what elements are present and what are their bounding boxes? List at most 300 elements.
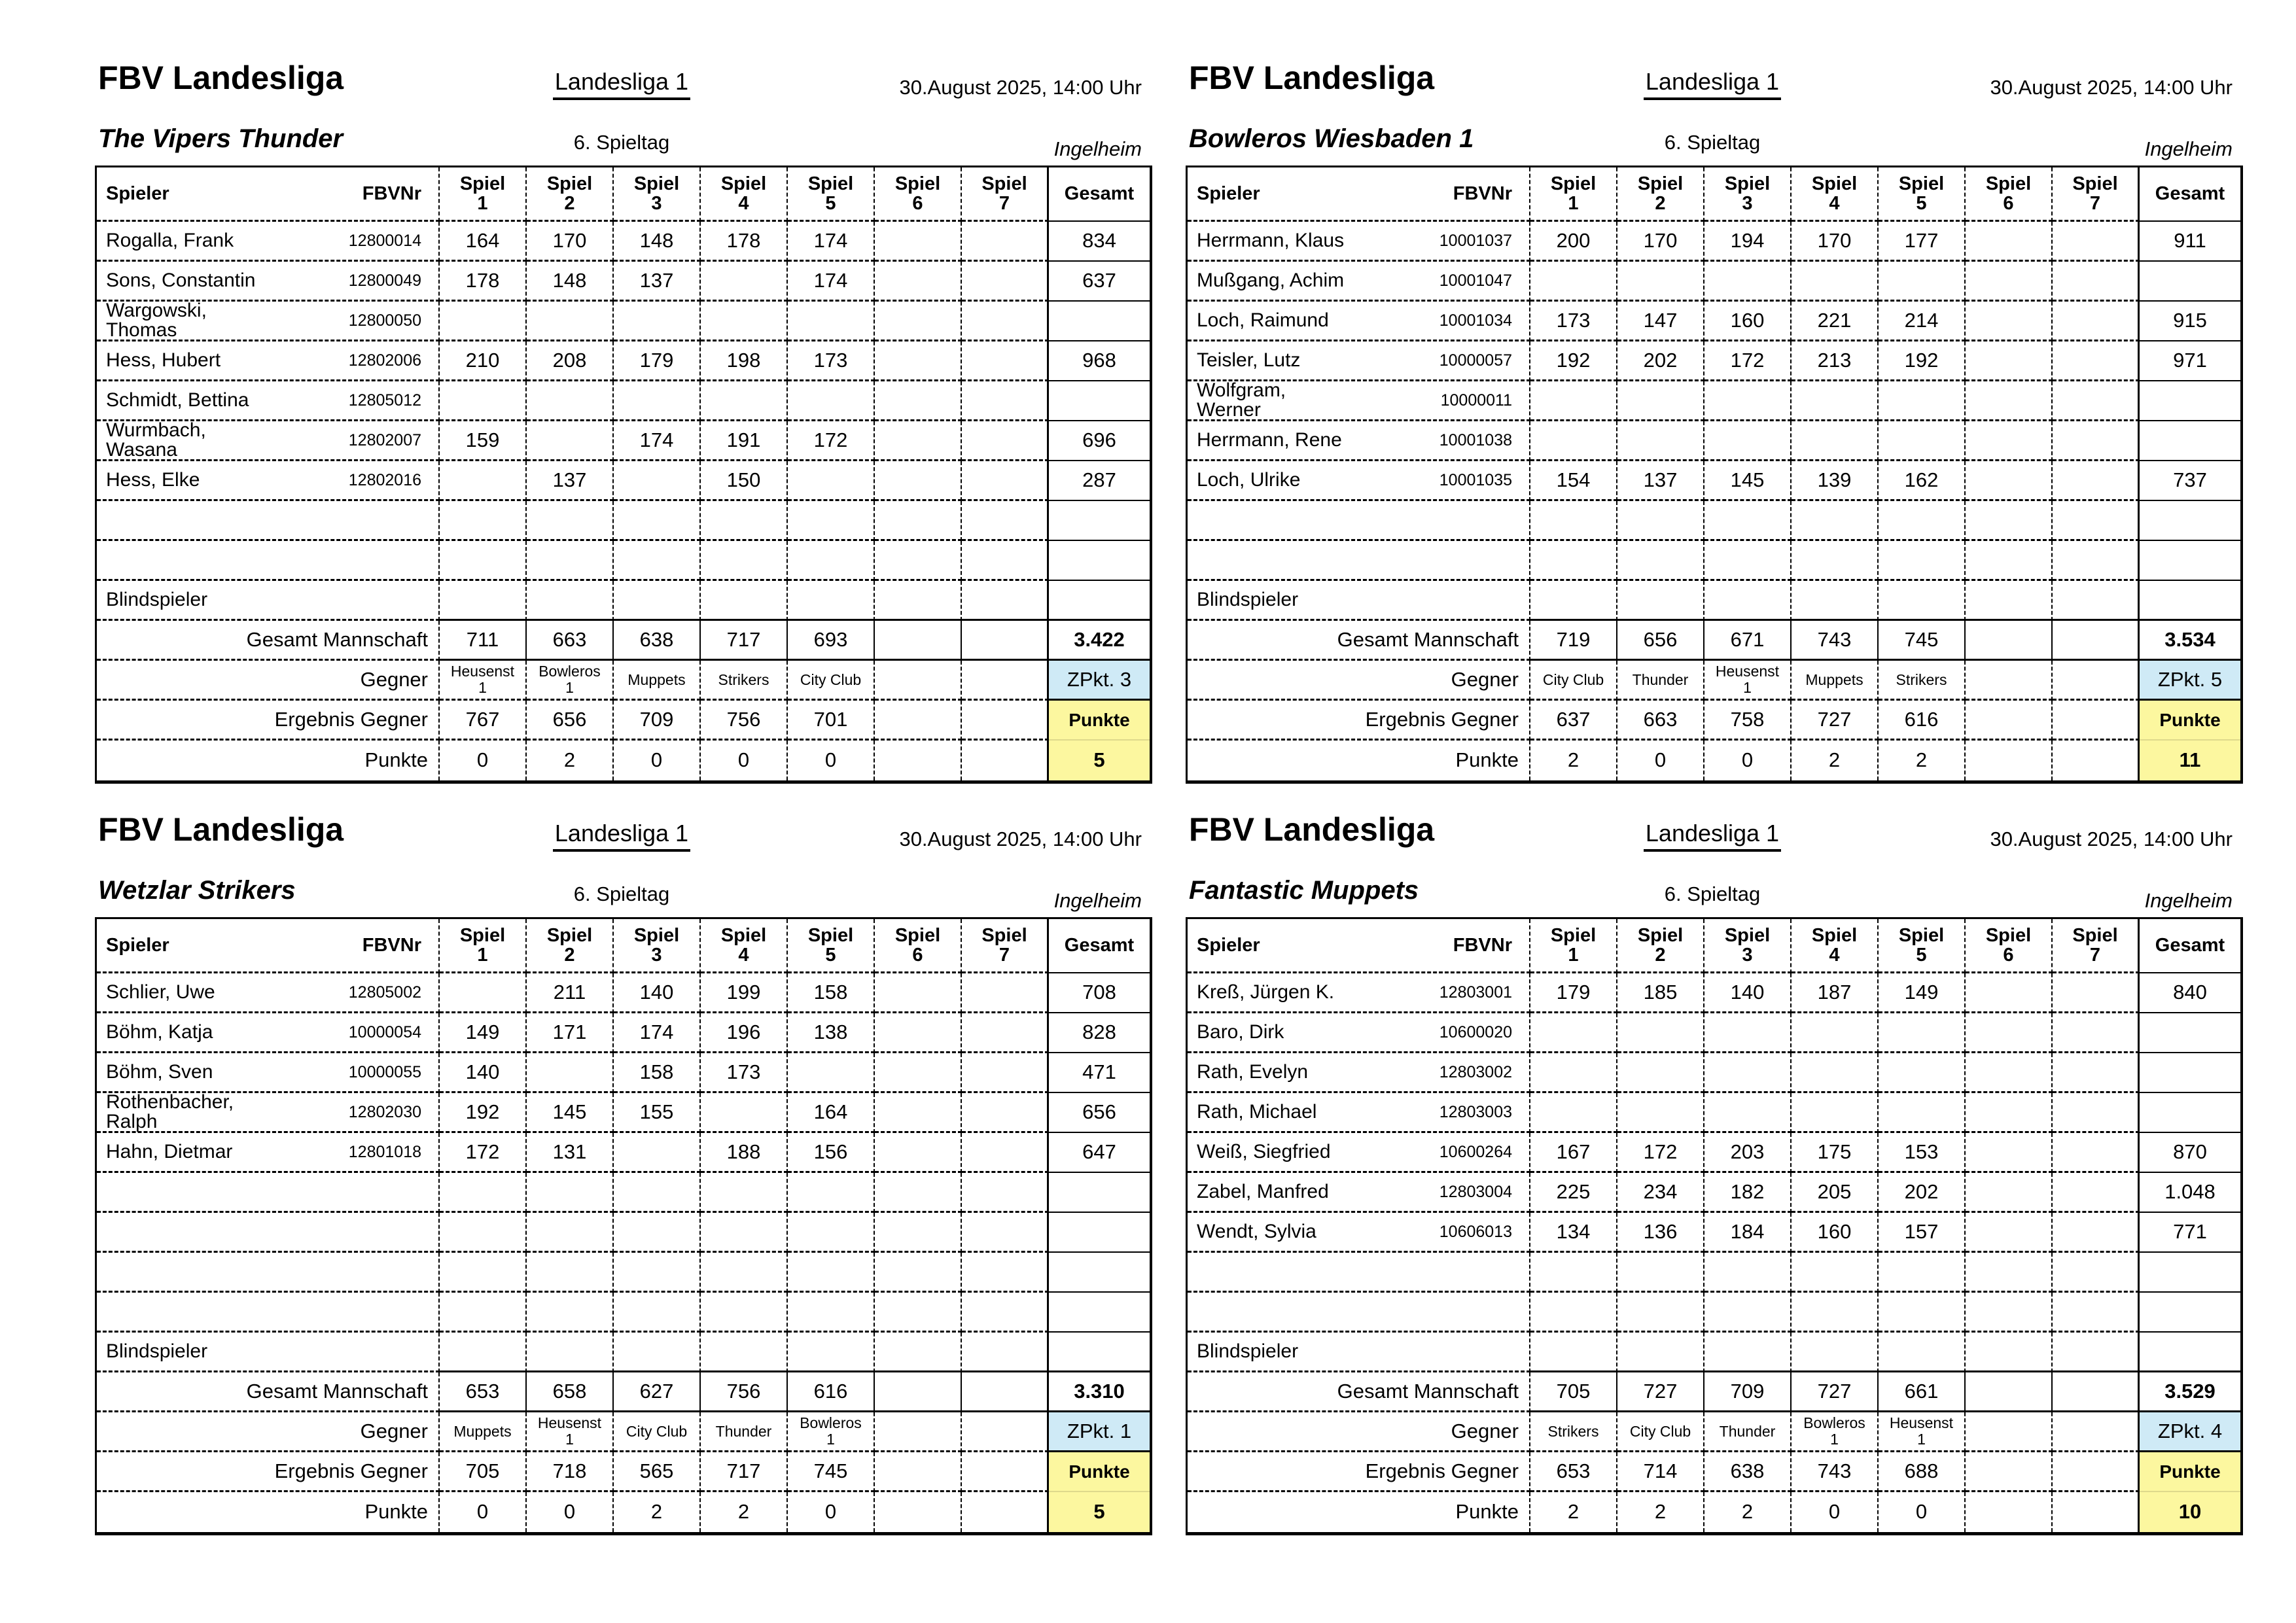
game-number: 5 <box>825 193 836 214</box>
game-number: 6 <box>2003 193 2014 214</box>
game-score-cell: 214 <box>1879 302 1966 341</box>
blind-game-cell <box>875 581 962 621</box>
player-fbvnr: 12803002 <box>1439 1062 1512 1081</box>
game-label: Spiel <box>633 173 680 194</box>
header-cell-game-5 <box>1879 919 1966 973</box>
header-cell-game-2 <box>1617 167 1704 222</box>
game-score-cell <box>1966 1293 2053 1333</box>
game-score-cell: 158 <box>788 973 875 1013</box>
game-score-cell <box>701 1173 788 1213</box>
opponent-result-cell <box>875 1452 962 1492</box>
game-score-cell <box>1792 262 1879 302</box>
venue-label: Ingelheim <box>1053 889 1142 912</box>
game-score-cell <box>614 1253 701 1293</box>
game-score-cell <box>614 302 701 341</box>
game-score-cell <box>1966 421 2053 461</box>
player-row-name-cell <box>1188 302 1530 341</box>
game-score-cell: 156 <box>788 1133 875 1173</box>
player-row-name-cell <box>97 341 440 381</box>
player-name: Böhm, Sven <box>106 1061 213 1083</box>
team-total-game-cell: 717 <box>701 621 788 661</box>
game-label: Spiel <box>1637 173 1684 194</box>
header-cell-game-3 <box>614 167 701 222</box>
game-score-cell <box>1617 421 1704 461</box>
opponent-name-cell: Bowleros 1 <box>527 661 614 701</box>
player-total-cell: 287 <box>1049 461 1150 501</box>
game-score-cell <box>875 1213 962 1253</box>
game-score-cell <box>962 461 1049 501</box>
team-total-game-cell: 727 <box>1792 1372 1879 1412</box>
player-fbvnr: 12802006 <box>348 351 421 370</box>
player-fbvnr: 12801018 <box>348 1142 421 1161</box>
score-table <box>1186 166 2243 784</box>
game-score-cell <box>527 541 614 581</box>
game-number: 3 <box>1742 945 1753 966</box>
game-score-cell: 172 <box>1704 341 1792 381</box>
player-row-name-cell <box>1188 381 1530 421</box>
blind-game-cell <box>527 1333 614 1372</box>
team-total-game-cell: 709 <box>1704 1372 1792 1412</box>
player-total-cell: 870 <box>2140 1133 2240 1173</box>
blind-game-cell <box>440 581 527 621</box>
game-score-cell <box>1704 421 1792 461</box>
opponent-name-cell: Heusenst 1 <box>1704 661 1792 701</box>
game-score-cell <box>527 1173 614 1213</box>
opponent-result-label: Ergebnis Gegner <box>1188 1452 1530 1492</box>
player-row-name-cell <box>1188 421 1530 461</box>
game-score-cell <box>962 262 1049 302</box>
game-number: 5 <box>1916 945 1927 966</box>
game-score-cell <box>614 1173 701 1213</box>
header-cell-game-6 <box>1966 167 2053 222</box>
game-score-cell: 175 <box>1792 1133 1879 1173</box>
points-header-cell: Punkte <box>1049 701 1150 741</box>
blind-game-cell <box>614 581 701 621</box>
opponent-name-cell: Bowleros 1 <box>788 1412 875 1452</box>
team-name: Fantastic Muppets <box>1189 876 1419 905</box>
player-fbvnr: 12800014 <box>348 231 421 250</box>
player-total-cell <box>2140 1293 2240 1333</box>
opponent-name-cell: City Club <box>614 1412 701 1452</box>
blind-total-cell <box>2140 581 2240 621</box>
game-score-cell <box>875 222 962 262</box>
points-total-cell: 5 <box>1049 741 1150 780</box>
team-total-game-cell: 663 <box>527 621 614 661</box>
player-name: Wolfgram, Werner <box>1197 379 1286 421</box>
game-score-cell <box>962 1133 1049 1173</box>
player-row-name-cell <box>1188 461 1530 501</box>
game-score-cell <box>875 302 962 341</box>
team-total-label: Gesamt Mannschaft <box>1188 1372 1530 1412</box>
player-row-name-cell <box>97 461 440 501</box>
game-score-cell <box>875 541 962 581</box>
game-label: Spiel <box>720 173 767 194</box>
opponent-result-label: Ergebnis Gegner <box>97 1452 440 1492</box>
header-cell-game-4 <box>701 167 788 222</box>
game-label: Spiel <box>981 173 1027 194</box>
player-row-name-cell <box>97 381 440 421</box>
game-score-cell <box>2053 341 2140 381</box>
player-total-cell: 828 <box>1049 1013 1150 1053</box>
header-cell-game-6 <box>875 919 962 973</box>
points-game-cell: 0 <box>440 1492 527 1532</box>
game-score-cell: 211 <box>527 973 614 1013</box>
points-game-cell: 2 <box>1792 741 1879 780</box>
blind-game-cell <box>701 1333 788 1372</box>
game-score-cell <box>1966 1133 2053 1173</box>
team-total-game-cell: 745 <box>1879 621 1966 661</box>
game-score-cell <box>1792 1053 1879 1093</box>
blind-game-cell <box>614 1333 701 1372</box>
blind-game-cell <box>2053 581 2140 621</box>
opponent-name-cell <box>875 1412 962 1452</box>
game-score-cell <box>1704 262 1792 302</box>
game-score-cell <box>875 461 962 501</box>
header-cell-game-3 <box>1704 167 1792 222</box>
game-label: Spiel <box>1724 924 1771 946</box>
game-score-cell <box>788 1213 875 1253</box>
game-label: Spiel <box>894 924 941 946</box>
opponent-result-cell: 705 <box>440 1452 527 1492</box>
game-score-cell <box>1704 1053 1792 1093</box>
team-total-game-cell <box>2053 621 2140 661</box>
player-total-cell <box>2140 262 2240 302</box>
header-cell-game-6 <box>875 167 962 222</box>
game-score-cell: 200 <box>1530 222 1617 262</box>
opponent-name-cell <box>2053 661 2140 701</box>
game-score-cell: 145 <box>527 1093 614 1133</box>
datetime-label: 30.August 2025, 14:00 Uhr <box>1990 828 2233 850</box>
player-fbvnr: 10606013 <box>1439 1222 1512 1241</box>
points-game-cell: 2 <box>1704 1492 1792 1532</box>
player-name: Herrmann, Rene <box>1197 429 1342 451</box>
game-score-cell <box>1617 541 1704 581</box>
game-label: Spiel <box>1898 924 1945 946</box>
team-total-cell: 3.529 <box>2140 1372 2240 1412</box>
game-score-cell <box>1530 381 1617 421</box>
matchday-label: 6. Spieltag <box>573 882 670 905</box>
blind-game-cell <box>1617 1333 1704 1372</box>
points-game-cell <box>962 1492 1049 1532</box>
blind-game-cell <box>1879 581 1966 621</box>
game-score-cell: 174 <box>614 421 701 461</box>
team-total-cell: 3.534 <box>2140 621 2240 661</box>
empty-row-name-cell <box>1188 541 1530 581</box>
header-cell-game-7 <box>2053 167 2140 222</box>
game-score-cell <box>2053 1213 2140 1253</box>
player-name: Hess, Elke <box>106 469 200 491</box>
zpkt-cell: ZPkt. 5 <box>2140 661 2240 701</box>
game-score-cell: 174 <box>788 262 875 302</box>
opponent-result-cell: 688 <box>1879 1452 1966 1492</box>
empty-row-name-cell <box>97 1253 440 1293</box>
game-score-cell <box>440 1293 527 1333</box>
game-score-cell <box>1879 1053 1966 1093</box>
game-score-cell <box>875 1293 962 1333</box>
game-score-cell <box>1879 381 1966 421</box>
team-total-game-cell <box>875 621 962 661</box>
team-total-game-cell: 719 <box>1530 621 1617 661</box>
game-score-cell <box>875 341 962 381</box>
team-total-game-cell: 727 <box>1617 1372 1704 1412</box>
header-player-label: Spieler <box>1197 183 1260 204</box>
game-label: Spiel <box>2072 173 2118 194</box>
blind-row-name-cell <box>1188 1333 1530 1372</box>
blind-game-cell <box>1966 1333 2053 1372</box>
game-score-cell <box>440 501 527 541</box>
header-cell-game-4 <box>701 919 788 973</box>
zpkt-cell: ZPkt. 4 <box>2140 1412 2240 1452</box>
game-score-cell <box>2053 541 2140 581</box>
opponent-result-cell: 727 <box>1792 701 1879 741</box>
points-game-cell: 2 <box>1879 741 1966 780</box>
game-score-cell: 177 <box>1879 222 1966 262</box>
game-score-cell <box>1966 973 2053 1013</box>
game-score-cell: 199 <box>701 973 788 1013</box>
game-score-cell: 194 <box>1704 222 1792 262</box>
game-label: Spiel <box>1811 173 1858 194</box>
player-fbvnr: 12802007 <box>348 430 421 449</box>
game-score-cell <box>1966 341 2053 381</box>
opponent-label: Gegner <box>97 1412 440 1452</box>
player-row-name-cell <box>97 1013 440 1053</box>
player-total-cell <box>2140 1093 2240 1133</box>
game-label: Spiel <box>981 924 1027 946</box>
blind-game-cell <box>1617 581 1704 621</box>
game-score-cell: 172 <box>788 421 875 461</box>
game-score-cell <box>2053 262 2140 302</box>
game-score-cell <box>1966 1253 2053 1293</box>
team-total-game-cell <box>962 621 1049 661</box>
player-row-name-cell <box>97 222 440 262</box>
opponent-name-cell: Strikers <box>701 661 788 701</box>
game-score-cell <box>788 302 875 341</box>
opponent-name-cell: Strikers <box>1879 661 1966 701</box>
game-score-cell <box>962 973 1049 1013</box>
points-game-cell: 0 <box>614 741 701 780</box>
header-fbvnr-label: FBVNr <box>362 934 421 956</box>
player-name: Wargowski, Thomas <box>106 300 207 341</box>
header-cell-player <box>1188 919 1530 973</box>
game-label: Spiel <box>1811 924 1858 946</box>
score-sheet-fantastic-muppets <box>1091 752 2238 1563</box>
game-score-cell: 155 <box>614 1093 701 1133</box>
game-number: 1 <box>1568 945 1579 966</box>
game-score-cell <box>440 973 527 1013</box>
player-fbvnr: 10600020 <box>1439 1022 1512 1041</box>
game-score-cell <box>1879 1013 1966 1053</box>
header-fbvnr-label: FBVNr <box>1453 183 1512 204</box>
game-score-cell <box>701 381 788 421</box>
game-score-cell <box>962 1293 1049 1333</box>
opponent-name-cell <box>1966 661 2053 701</box>
game-score-cell: 210 <box>440 341 527 381</box>
opponent-label: Gegner <box>97 661 440 701</box>
zpkt-cell: ZPkt. 3 <box>1049 661 1150 701</box>
game-score-cell <box>614 461 701 501</box>
blind-game-cell <box>1966 581 2053 621</box>
game-label: Spiel <box>546 924 593 946</box>
blind-total-cell <box>2140 1333 2240 1372</box>
player-name: Loch, Raimund <box>1197 309 1329 331</box>
header-cell-game-2 <box>527 919 614 973</box>
game-score-cell <box>788 541 875 581</box>
team-total-cell: 3.310 <box>1049 1372 1150 1412</box>
opponent-result-cell: 745 <box>788 1452 875 1492</box>
points-game-cell: 2 <box>614 1492 701 1532</box>
header-cell-game-3 <box>1704 919 1792 973</box>
opponent-name-cell: Thunder <box>701 1412 788 1452</box>
game-label: Spiel <box>720 924 767 946</box>
game-score-cell <box>614 1133 701 1173</box>
league-title: FBV Landesliga <box>1189 811 1435 848</box>
game-score-cell <box>440 541 527 581</box>
game-score-cell: 205 <box>1792 1173 1879 1213</box>
player-fbvnr: 10000011 <box>1440 391 1512 410</box>
venue-label: Ingelheim <box>1053 137 1142 160</box>
blind-game-cell <box>1530 581 1617 621</box>
game-score-cell: 148 <box>527 262 614 302</box>
opponent-result-cell <box>875 701 962 741</box>
game-number: 1 <box>477 193 488 214</box>
player-total-cell: 647 <box>1049 1133 1150 1173</box>
header-cell-game-5 <box>788 919 875 973</box>
points-header-cell: Punkte <box>2140 701 2240 741</box>
game-score-cell: 149 <box>1879 973 1966 1013</box>
game-score-cell <box>962 1213 1049 1253</box>
game-score-cell <box>1879 501 1966 541</box>
opponent-result-cell: 656 <box>527 701 614 741</box>
game-label: Spiel <box>1550 924 1597 946</box>
game-score-cell <box>1966 501 2053 541</box>
game-score-cell <box>440 302 527 341</box>
player-name: Hess, Hubert <box>106 349 221 371</box>
empty-row-name-cell <box>1188 501 1530 541</box>
game-score-cell <box>2053 461 2140 501</box>
player-fbvnr: 12803001 <box>1439 983 1512 1002</box>
matchday-label: 6. Spieltag <box>1664 882 1761 905</box>
game-score-cell <box>962 1053 1049 1093</box>
game-score-cell <box>788 1173 875 1213</box>
player-fbvnr: 10000057 <box>1439 351 1512 370</box>
player-fbvnr: 12800050 <box>348 311 421 330</box>
player-fbvnr: 12805012 <box>348 391 421 410</box>
points-game-cell: 2 <box>1530 1492 1617 1532</box>
game-score-cell <box>1966 302 2053 341</box>
division-text: Landesliga 1 <box>1644 68 1781 100</box>
opponent-name-cell: Heusenst 1 <box>1879 1412 1966 1452</box>
game-label: Spiel <box>459 173 506 194</box>
points-game-cell: 0 <box>527 1492 614 1532</box>
game-score-cell <box>1792 1253 1879 1293</box>
game-label: Spiel <box>807 173 854 194</box>
game-number: 6 <box>2003 945 2014 966</box>
team-total-game-cell <box>875 1372 962 1412</box>
player-fbvnr: 12805002 <box>348 983 421 1002</box>
blind-game-cell <box>788 1333 875 1372</box>
player-fbvnr: 10001047 <box>1439 271 1512 290</box>
player-name: Zabel, Manfred <box>1197 1181 1329 1202</box>
game-score-cell <box>962 1013 1049 1053</box>
team-total-game-cell: 743 <box>1792 621 1879 661</box>
team-total-game-cell: 756 <box>701 1372 788 1412</box>
game-score-cell: 203 <box>1704 1133 1792 1173</box>
opponent-label: Gegner <box>1188 661 1530 701</box>
game-number: 2 <box>1655 193 1666 214</box>
game-score-cell <box>962 341 1049 381</box>
game-number: 4 <box>738 945 749 966</box>
player-total-cell <box>2140 541 2240 581</box>
game-label: Spiel <box>633 924 680 946</box>
game-score-cell: 174 <box>788 222 875 262</box>
game-score-cell <box>875 1093 962 1133</box>
team-total-label: Gesamt Mannschaft <box>97 1372 440 1412</box>
player-total-cell: 834 <box>1049 222 1150 262</box>
game-score-cell <box>701 1293 788 1333</box>
game-score-cell: 213 <box>1792 341 1879 381</box>
blind-row-name-cell <box>97 1333 440 1372</box>
game-score-cell <box>1966 222 2053 262</box>
score-sheet-wetzlar-strikers <box>0 752 1148 1563</box>
player-row-name-cell <box>1188 1173 1530 1213</box>
header-cell-player <box>97 167 440 222</box>
points-label: Punkte <box>1188 741 1530 780</box>
game-score-cell <box>527 1293 614 1333</box>
header-cell-game-3 <box>614 919 701 973</box>
league-title: FBV Landesliga <box>98 60 344 96</box>
player-total-cell <box>2140 421 2240 461</box>
game-score-cell: 179 <box>614 341 701 381</box>
game-score-cell <box>875 381 962 421</box>
game-score-cell <box>701 1213 788 1253</box>
header-cell-game-7 <box>962 919 1049 973</box>
opponent-result-cell <box>1966 1452 2053 1492</box>
game-score-cell <box>1966 1093 2053 1133</box>
blind-row-name-cell <box>1188 581 1530 621</box>
game-score-cell <box>1879 262 1966 302</box>
player-total-cell: 696 <box>1049 421 1150 461</box>
game-score-cell: 179 <box>1530 973 1617 1013</box>
opponent-result-cell: 756 <box>701 701 788 741</box>
game-score-cell <box>2053 1173 2140 1213</box>
game-score-cell: 173 <box>1530 302 1617 341</box>
game-score-cell <box>614 541 701 581</box>
game-score-cell: 160 <box>1704 302 1792 341</box>
game-score-cell <box>962 1093 1049 1133</box>
player-total-cell: 1.048 <box>2140 1173 2240 1213</box>
points-game-cell <box>2053 1492 2140 1532</box>
game-number: 7 <box>2089 945 2101 966</box>
game-score-cell: 221 <box>1792 302 1879 341</box>
game-score-cell: 182 <box>1704 1173 1792 1213</box>
opponent-result-cell: 565 <box>614 1452 701 1492</box>
game-score-cell <box>2053 1253 2140 1293</box>
game-score-cell: 185 <box>1617 973 1704 1013</box>
opponent-result-cell <box>962 701 1049 741</box>
game-score-cell: 164 <box>440 222 527 262</box>
points-total-cell: 10 <box>2140 1492 2240 1532</box>
player-total-cell <box>2140 381 2240 421</box>
game-score-cell <box>527 501 614 541</box>
game-score-cell <box>1617 1053 1704 1093</box>
points-label: Punkte <box>97 1492 440 1532</box>
player-name: Rath, Evelyn <box>1197 1061 1309 1083</box>
player-fbvnr: 12802030 <box>348 1102 421 1121</box>
header-player-label: Spieler <box>106 935 169 956</box>
player-name: Rothenbacher, Ralph <box>106 1091 234 1132</box>
datetime-label: 30.August 2025, 14:00 Uhr <box>1990 76 2233 99</box>
player-row-name-cell <box>97 262 440 302</box>
